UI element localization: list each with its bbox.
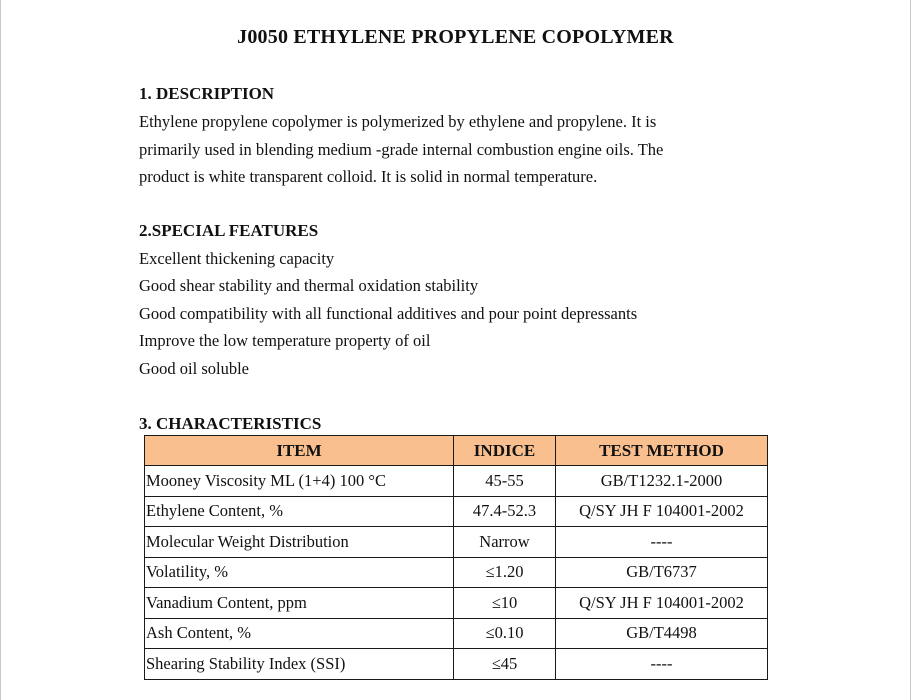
indice-cell: 47.4-52.3: [454, 496, 556, 527]
feature-item: Good oil soluble: [139, 359, 249, 378]
table-row: [145, 618, 768, 649]
table-row: [145, 557, 768, 588]
document-title: J0050 ETHYLENE PROPYLENE COPOLYMER: [237, 26, 674, 48]
indice-cell: ≤0.10: [454, 618, 556, 649]
test-method-cell: GB/T6737: [556, 557, 768, 588]
test-method-cell: GB/T1232.1-2000: [556, 466, 768, 497]
feature-item: Excellent thickening capacity: [139, 249, 335, 268]
description-paragraph: [139, 108, 739, 191]
indice-cell: 45-55: [454, 466, 556, 497]
page-left-border: [0, 0, 1, 700]
description-heading: 1. DESCRIPTION: [139, 84, 275, 103]
item-cell: Shearing Stability Index (SSI): [145, 649, 454, 680]
characteristics-heading: 3. CHARACTERISTICS: [139, 414, 322, 433]
description-line: Ethylene propylene copolymer is polymerized by ethylene and propylene. It is: [139, 112, 657, 131]
item-cell: Ethylene Content, %: [145, 496, 454, 527]
description-line: primarily used in blending medium -grade internal combustion engine oils. The: [139, 139, 664, 159]
item-cell: Volatility, %: [145, 557, 454, 588]
table-row: [145, 466, 768, 497]
table-row: [145, 496, 768, 527]
table-row: [145, 527, 768, 558]
feature-item: Good compatibility with all functional additives and pour point depressants: [139, 304, 638, 323]
characteristics-table: [144, 435, 768, 680]
features-heading: 2.SPECIAL FEATURES: [139, 221, 319, 240]
indice-cell: Narrow: [454, 527, 556, 558]
column-header-item: ITEM: [145, 436, 454, 466]
column-header-indice: INDICE: [454, 436, 556, 466]
test-method-cell: Q/SY JH F 104001-2002: [556, 588, 768, 619]
table-row: [145, 588, 768, 619]
indice-cell: ≤1.20: [454, 557, 556, 588]
test-method-cell: GB/T4498: [556, 618, 768, 649]
test-method-cell: ----: [556, 649, 768, 680]
item-cell: Ash Content, %: [145, 618, 454, 649]
feature-item: Improve the low temperature property of oil: [139, 331, 431, 350]
item-cell: Molecular Weight Distribution: [145, 527, 454, 558]
item-cell: Mooney Viscosity ML (1+4) 100 °C: [145, 466, 454, 497]
description-line: product is white transparent colloid. It is solid in normal temperature.: [139, 167, 598, 186]
indice-cell: ≤45: [454, 649, 556, 680]
test-method-cell: ----: [556, 527, 768, 558]
feature-item: Good shear stability and thermal oxidation stability: [139, 276, 479, 295]
column-header-test-method: TEST METHOD: [556, 436, 768, 466]
test-method-cell: Q/SY JH F 104001-2002: [556, 496, 768, 527]
table-header-row: [145, 436, 768, 466]
table-row: [145, 649, 768, 680]
item-cell: Vanadium Content, ppm: [145, 588, 454, 619]
indice-cell: ≤10: [454, 588, 556, 619]
